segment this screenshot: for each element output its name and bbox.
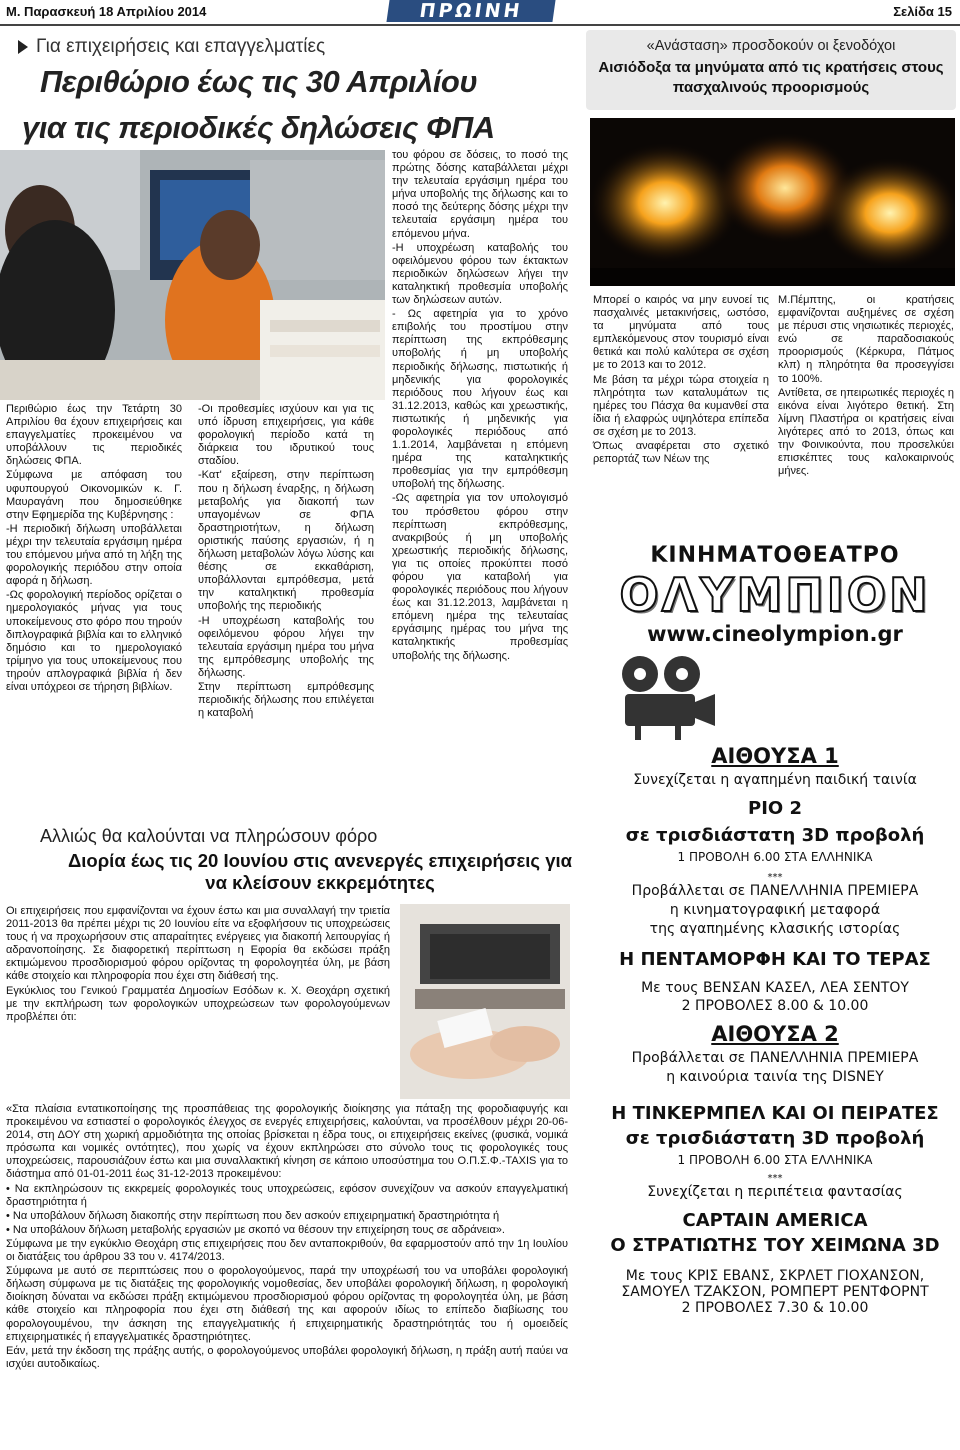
paragraph: • Να υποβάλουν δήλωση διακοπής στην περίπτωση που δεν ασκούν επιχειρηματική δραστηριότητα ή bbox=[6, 1209, 500, 1222]
movie3-sub: σε τρισδιάστατη 3D προβολή bbox=[625, 1128, 925, 1149]
movie4-cast1: Με τους ΚΡΙΣ ΕΒΑΝΣ, ΣΚΡΛΕΤ ΓΙΟΧΑΝΣΟΝ, bbox=[625, 1268, 925, 1284]
hall1-heading: ΑΙΘΟΥΣΑ 1 bbox=[711, 744, 839, 768]
issue-date: Μ. Παρασκευή 18 Απριλίου 2014 bbox=[6, 4, 207, 19]
hall2-line3: Συνεχίζεται η περιπέτεια φαντασίας bbox=[647, 1184, 903, 1200]
paragraph: • Να υποβάλουν δήλωση μεταβολής εργασιών με σκοπό να θέσουν την επιχείρηση τους σε αδράνεια». bbox=[6, 1223, 505, 1236]
separator-stars: *** bbox=[767, 1173, 783, 1184]
paragraph: Με βάση τα μέχρι τώρα στοιχεία η πληρότητα των καταλυμάτων τις ημέρες του Πάσχα θα κυμανθεί στα ίδια ή ελαφρώς υψηλότερα επίπεδα σε σχέση με το 2013. bbox=[593, 373, 769, 438]
movie4-title1: CAPTAIN AMERICA bbox=[682, 1210, 868, 1231]
main-title-line2: για τις περιοδικές δηλώσεις ΦΠΑ bbox=[22, 110, 495, 145]
second-title: Διορία έως τις 20 Ιουνίου στις ανενεργές επιχειρήσεις για να κλείσουν εκκρεμότητες bbox=[68, 850, 572, 893]
hall2-line2: η καινούρια ταινία της DISNEY bbox=[666, 1069, 884, 1085]
movie2-title: Η ΠΕΝΤΑΜΟΡΦΗ ΚΑΙ ΤΟ ΤΕΡΑΣ bbox=[619, 949, 931, 970]
cinema-url[interactable]: www.cineolympion.gr bbox=[647, 622, 903, 646]
office-photo bbox=[0, 150, 385, 400]
paragraph: -Η περιοδική δήλωση υποβάλλεται μέχρι την τελευταία εργάσιμη ημέρα του επόμενου μήνα από τη λήξη της φορολογικής περιόδου στην οποία αφορά η δήλωση. bbox=[6, 522, 182, 588]
film-projector-icon bbox=[600, 652, 950, 744]
paragraph: Σύμφωνα με απόφαση του υφυπουργού Οικονομικών κ. Γ. Μαυραγάνη που δημοσιεύθηκε στην Εφημερίδα της Κυβέρνησης : bbox=[6, 469, 182, 521]
paragraph: -Η υποχρέωση καταβολής του οφειλόμενου φόρου των έκτακτων περιοδικών δηλώσεων λήγει την καταληκτική προθεσμία υποβολής των δηλώσεων αυτών. bbox=[392, 241, 568, 307]
movie4-times: 2 ΠΡΟΒΟΛΕΣ 7.30 & 10.00 bbox=[681, 1300, 869, 1316]
paragraph: -Η υποχρέωση καταβολής του οφειλόμενου φόρου λήγει την τελευταία εργάσιμη ημέρα του μήνα της εμπρόθεσμης υποβολής της δήλωσης. bbox=[198, 614, 374, 679]
movie4-cast2: ΣΑΜΟΥΕΛ ΤΖΑΚΣΟΝ, ΡΟΜΠΕΡΤ ΡΕΝΤΦΟΡΝΤ bbox=[621, 1284, 929, 1300]
right-col1 bbox=[593, 294, 769, 467]
premiere1-line3: της αγαπημένης κλασικής ιστορίας bbox=[649, 921, 901, 937]
premiere1-line2: η κινηματογραφική μεταφορά bbox=[669, 902, 881, 918]
hall2-line1: Προβάλλεται σε ΠΑΝΕΛΛΗΝΙΑ ΠΡΕΜΙΕΡΑ bbox=[631, 1050, 919, 1066]
movie1-times: 1 ΠΡΟΒΟΛΗ 6.00 ΣΤΑ ΕΛΛΗΝΙΚΑ bbox=[677, 850, 873, 864]
paragraph: -Ως αφετηρία για τον υπολογισμό του πρόσθετου φόρου στην περίπτωση εκπρόθεσμης, ανακριβούς ή μη υποβολής χρεωστικής περιοδικής δήλωσης, για τις οποίες προκύπτει ποσό φόρου για καταβολή για φορολογικές περιόδους που λήγουν έως και 31.12.2013, λαμβάνεται η επόμενη ημέρα της τελευταίας εργάσιμης ημέρας του μήνα της καταληκτικής προθεσμίας υποβολής της δήλωσης. bbox=[392, 492, 568, 662]
paragraph: Οι επιχειρήσεις που εμφανίζονται να έχουν έστω και μια συναλλαγή την τριετία 2011-2013 θα πρέπει μέχρι τις 20 Ιουνίου είτε να εξοφλήσουν τις υποχρεώσεις τους ή να προχωρήσουν στις απαραίτητες ενέργειες για διακοπή λειτουργίας ή αδρανοποίησης. Σε διαφορετική περίπτωση η Εφορία θα εκδώσει πράξη εκτιμώμενου προσδιορισμού φόρου ορίζοντας τη φορολογητέα ύλη, με βάση κάθε στοιχείο και πληροφορία που έχει στη διάθεσή της. bbox=[6, 905, 390, 983]
main-col1 bbox=[6, 403, 182, 695]
triangle-bullet-icon bbox=[18, 40, 28, 54]
page-number: Σελίδα 15 bbox=[893, 4, 952, 19]
paragraph: • Να εκπληρώσουν τις εκκρεμείς φορολογικές τους υποχρεώσεις, εφόσον συνεχίζουν να ασκούν επαγγελματική δραστηριότητα ή bbox=[6, 1182, 568, 1208]
paragraph: Σύμφωνα με αυτό σε περιπτώσεις που ο φορολογούμενος, παρά την υποχρέωσή του να υποβάλει φορολογική δήλωση σύμφωνα με τις διατάξεις της φορολογικής νομοθεσίας, δεν υποβάλει φορολογική δήλωση, η φορολογική διοίκηση δύναται να εκδώσει πράξη εκτιμώμενου προσδιορισμού φόρου ορίζοντας τη φορολογητέα ύλη, με βάση κάθε στοιχείο και πληροφορία που έχει στη διάθεσή της και αφορούν ιδίως το επίπεδο διαβίωσης του φορολογουμένου, την άσκηση της επαγγελματικής ή επιχειρηματικής δραστηριότητάς του ή ομοειδείς επιχειρηματικές ή επαγγελματικές δραστηριότητες. bbox=[6, 1265, 568, 1343]
paragraph: «Στα πλαίσια εντατικοποίησης της προσπάθειας της φορολογικής διοίκησης για πάταξη της φοροδιαφυγής και προκειμένου να εστιαστεί ο φορολογικός έλεγχος σε ενεργές επιχειρήσεις, καλούνται, να προσέλθουν μέχρι 20-06-2014, στη ΔΟΥ στη χωρική αρμοδιότητα της οποίας βρίσκεται η έδρα τους, οι επιχειρήσεις εκείνες (φυσικά, νομικά πρόσωπα και νομικές οντότητες), που χωρίς να έχουν εκπληρώσει στο σύνολο τους τις φορολογικές τους υποχρεώσεις, παρουσιάζουν έστω και μια συναλλακτική κίνηση σε κάποιο υποσύστημα του Ο.Π.Σ.Φ.-TAXIS για το διάστημα από 01-01-2011 έως 31-12-2013 προκειμένου: bbox=[6, 1103, 568, 1181]
movie3-times: 1 ΠΡΟΒΟΛΗ 6.00 ΣΤΑ ΕΛΛΗΝΙΚΑ bbox=[677, 1153, 873, 1167]
movie1-title: ΡΙΟ 2 bbox=[748, 798, 802, 819]
movie4-title2: Ο ΣΤΡΑΤΙΩΤΗΣ ΤΟΥ ΧΕΙΜΩΝΑ 3D bbox=[610, 1235, 940, 1256]
cinema-label: ΚΙΝΗΜΑΤΟΘΕΑΤΡΟ bbox=[650, 543, 900, 568]
main-col2 bbox=[198, 403, 374, 721]
hall2-heading: ΑΙΘΟΥΣΑ 2 bbox=[711, 1022, 839, 1046]
paragraph: Αντίθετα, σε ηπειρωτικές περιοχές η εικόνα είναι λιγότερο θετική. Στη λίμνη Πλαστήρα οι κρατήσεις είναι λιγότερες από το 2013, όπως και την Φοινικούντα, που προσελκύει επισκέπτες τους καλοκαιρινούς μήνες. bbox=[778, 386, 954, 478]
main-col3 bbox=[392, 149, 568, 664]
paragraph: Εγκύκλιος του Γενικού Γραμματέα Δημοσίων Εσόδων κ. Χ. Θεοχάρη σχετική με την εκπλήρωση των φορολογικών υποχρεώσεων των φορολογούμενων προβλέπει ότι: bbox=[6, 984, 390, 1023]
paragraph: Όπως αναφέρεται στο σχετικό ρεπορτάζ των Νέων της bbox=[593, 440, 769, 466]
newspaper-logo: ΠΡΩΙΝΗ bbox=[386, 0, 555, 22]
paragraph: του φόρου σε δόσεις, το ποσό της πρώτης δόσης καταβάλλεται μέχρι την τελευταία εργάσιμη ημέρα του μήνα υποβολής της δήλωσης και το ποσό της δεύτερης δόσης μέχρι την τελευταία εργάσιμη ημέρα του επόμενου μήνα. bbox=[392, 149, 568, 240]
paragraph: - Ως αφετηρία για το χρόνο επιβολής του προστίμου στην περίπτωση της εκπρόθεσμης υποβολής ή μη υποβολής περιοδικής δήλωσης, πιστωτικής ή μηδενικής για φορολογικές περιόδους που λήγουν έως και 31.12.2013, καθώς και χρεωστικής, πιστωτικής ή μηδενικής για φορολογικές περιόδους από 1.1.2014, λαμβάνεται η επόμενη ημέρα της καταληκτικής προθεσμίας για την εμπρόθεσμη υποβολή της δήλωσης. bbox=[392, 308, 568, 491]
paragraph: Σύμφωνα με την εγκύκλιο Θεοχάρη στις επιχειρήσεις που δεν ανταποκριθούν, θα εφαρμοστούν από την 1η Ιουλίου οι διατάξεις του άρθρου 33 του ν. 4174/2013. bbox=[6, 1237, 568, 1264]
main-title-line1: Περιθώριο έως τις 30 Απριλίου bbox=[40, 64, 478, 99]
cinema-ad bbox=[600, 535, 950, 1316]
main-kicker: Για επιχειρήσεις και επαγγελματίες bbox=[18, 36, 325, 58]
header-divider bbox=[0, 24, 960, 26]
paragraph: Μ.Πέμπτης, οι κρατήσεις εμφανίζονται αυξημένες σε σχέση με πέρυσι στις νησιωτικές περιοχές, ενώ σε παραδοσιακούς προορισμούς (Κέρκυρα, Πάτμος κλπ) η πληρότητα θα προσεγγίσει το 100%. bbox=[778, 294, 954, 385]
second-kicker: Αλλιώς θα καλούνται να πληρώσουν φόρο bbox=[40, 826, 378, 846]
paragraph: -Κατ' εξαίρεση, στην περίπτωση που η δήλωση έναρξης, η δήλωση μεταβολής για διακοπή των υπαγομένων σε ΦΠΑ δραστηριοτήτων, η δήλωση οριστικής παύσης εργασιών, ή η δήλωση μεταβολών λόγω λύσης και θέσης σε εκκαθάριση, υποβάλλονται εμπρόθεσμα, μετά την καταληκτική προθεσμία υποβολής της περιοδικής bbox=[198, 469, 374, 613]
movie2-cast: Με τους ΒΕΝΣΑΝ ΚΑΣΕΛ, ΛΕΑ ΣΕΝΤΟΥ bbox=[641, 980, 909, 996]
paragraph: Περιθώριο έως την Τετάρτη 30 Απριλίου θα έχουν επιχειρήσεις και επαγγελματίες προκειμένου να υποβάλλουν τις περιοδικές δηλώσεις ΦΠΑ. bbox=[6, 403, 182, 468]
paragraph: Στην περίπτωση εμπρόθεσμης περιοδικής δήλωσης που επιλέγεται η καταβολή bbox=[198, 680, 374, 720]
separator-stars: *** bbox=[767, 872, 783, 883]
hall1-line1: Συνεχίζεται η αγαπημένη παιδική ταινία bbox=[633, 772, 917, 788]
second-body-full bbox=[6, 1103, 568, 1372]
right-kicker: «Ανάσταση» προσδοκούν οι ξενοδόχοι bbox=[646, 38, 896, 54]
paragraph: Εάν, μετά την έκδοση της πράξης αυτής, ο φορολογούμενος υποβάλει φορολογική δήλωση, η πράξη αυτή παύει να ισχύει αυτοδικαίως. bbox=[6, 1344, 568, 1370]
paragraph: -Οι προθεσμίες ισχύουν και για τις υπό ίδρυση επιχειρήσεις, για κάθε φορολογική περίοδο κατά τη διάρκεια του ιδρυτικού τους σταδίου. bbox=[198, 403, 374, 468]
movie3-title: Η ΤΙΝΚΕΡΜΠΕΛ ΚΑΙ ΟΙ ΠΕΙΡΑΤΕΣ bbox=[611, 1103, 939, 1124]
second-body-top bbox=[6, 905, 390, 1025]
shop-photo bbox=[400, 904, 570, 1099]
cinema-name: ΟΛΥΜΠΙΟΝ bbox=[619, 568, 931, 622]
movie1-sub: σε τρισδιάστατη 3D προβολή bbox=[625, 825, 925, 846]
premiere1-line1: Προβάλλεται σε ΠΑΝΕΛΛΗΝΙΑ ΠΡΕΜΙΕΡΑ bbox=[631, 883, 919, 899]
right-col2 bbox=[778, 294, 954, 479]
paragraph: -Ως φορολογική περίοδος ορίζεται ο ημερολογιακός μήνας για τους υποκείμενους στο φόρο που τηρούν διπλογραφικά βιβλία και το ελληνικό δημόσιο και το ημερολογιακό τρίμηνο για τους υποκείμενους που τηρούν απλογραφικά βιβλία ή δεν είναι υπόχρεοι σε τήρηση βιβλίων. bbox=[6, 589, 182, 693]
movie2-times: 2 ΠΡΟΒΟΛΕΣ 8.00 & 10.00 bbox=[681, 998, 869, 1014]
paragraph: Μπορεί ο καιρός να μην ευνοεί τις πασχαλινές μετακινήσεις, ωστόσο, τα μηνύματα από τους εμπλεκόμενους στον τουρισμό είναι θετικά και πολύ καλύτερα σε σχέση με το 2013 και το 2012. bbox=[593, 294, 769, 372]
fireworks-photo bbox=[590, 118, 955, 286]
right-title: Αισιόδοξα τα μηνύματα από τις κρατήσεις στους πασχαλινούς προορισμούς bbox=[598, 59, 944, 96]
